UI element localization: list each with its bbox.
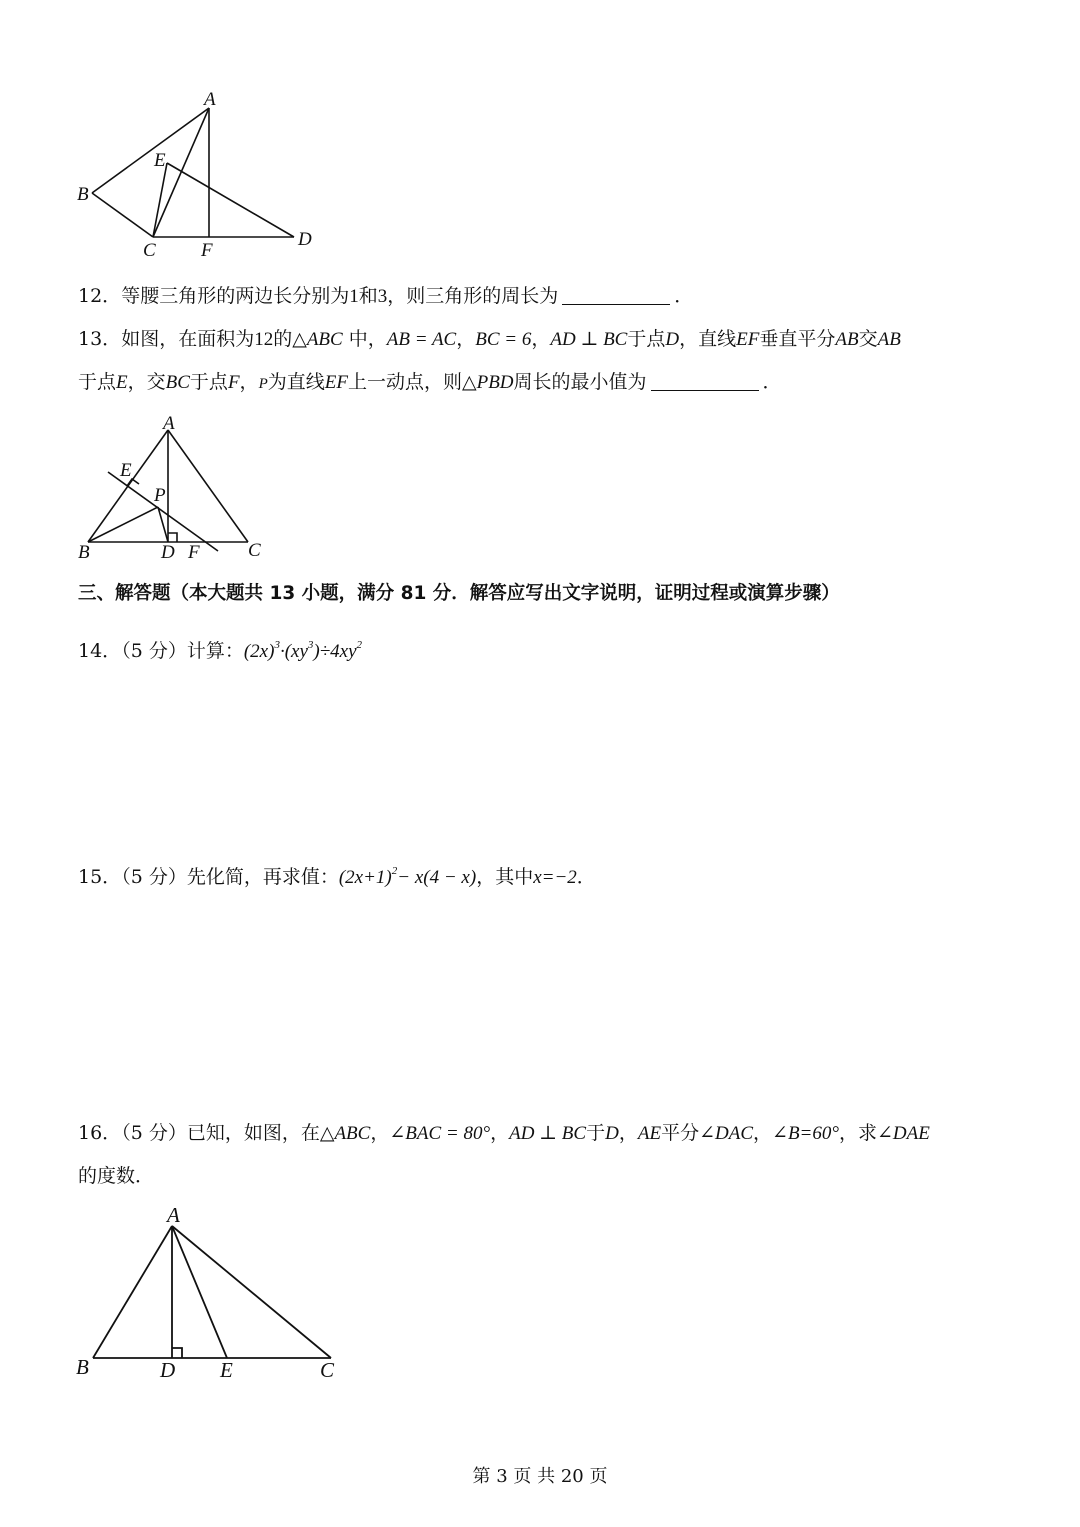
- segment-ac: [153, 108, 209, 237]
- question-number: 13．: [78, 328, 122, 350]
- figure-2: [70, 412, 280, 567]
- section-heading: 三、解答题（本大题共 13 小题，满分 81 分．解答应写出文字说明，证明过程或演算步骤）: [78, 583, 840, 604]
- q13-triangle-pbd: △PBD: [461, 372, 514, 393]
- q16-text: ，求: [838, 1122, 877, 1144]
- answer-blank[interactable]: [651, 372, 759, 391]
- question-16-line-2: 的度数．: [78, 1165, 155, 1187]
- q16-sep: ，: [370, 1122, 390, 1144]
- segment-bc: [92, 193, 153, 237]
- question-16-line-1: [78, 1119, 930, 1148]
- q13-text: 垂直平分: [759, 328, 836, 350]
- label-a: A: [167, 1203, 180, 1227]
- question-13-line-2: [78, 368, 782, 398]
- question-12: [78, 282, 693, 311]
- q13-sep: ，: [456, 328, 476, 350]
- question-prompt: 先化简，再求值：: [186, 866, 339, 888]
- label-e: E: [220, 1358, 233, 1382]
- q15-tail: ，其中: [476, 866, 534, 888]
- q13-point-f: F: [227, 372, 240, 393]
- q13-text: 于点: [78, 371, 117, 393]
- q16-sep: ，: [753, 1122, 773, 1144]
- label-c: C: [320, 1358, 335, 1382]
- q13-text: 周长的最小值为: [513, 371, 647, 393]
- label-f: F: [188, 542, 200, 563]
- segment-bp: [88, 507, 158, 542]
- q16-sep: ，: [618, 1122, 638, 1144]
- q13-text: 中，: [342, 328, 387, 350]
- q13-text: 的: [273, 328, 293, 350]
- q13-text: 于点: [189, 371, 228, 393]
- q16-angle-bac: ∠BAC = 80°: [389, 1123, 491, 1144]
- page-footer: 第 3 页 共 20 页: [472, 1466, 608, 1487]
- q14-expr-b2: ): [313, 641, 320, 662]
- q13-eq1: AB = AC: [386, 329, 457, 350]
- question-number: 14．: [78, 640, 122, 662]
- q15-exp-a: 2: [391, 865, 398, 877]
- q12-and: 和: [358, 285, 378, 307]
- question-score: （5 分）: [121, 640, 187, 662]
- q15-expression: [339, 867, 476, 888]
- label-c: C: [248, 540, 261, 561]
- q13-text: 于点: [627, 328, 666, 350]
- q13-sep: ，: [239, 371, 259, 393]
- q16-text: 于: [586, 1122, 606, 1144]
- q12-tail: ，则三角形的周长为: [387, 285, 559, 307]
- segment-ec: [153, 163, 167, 237]
- label-a: A: [204, 89, 216, 110]
- q13-eq2: BC = 6: [475, 329, 532, 350]
- figure-1: [70, 88, 330, 268]
- question-number: 16．: [78, 1122, 122, 1144]
- label-d: D: [161, 542, 175, 563]
- figure-3: [70, 1198, 360, 1388]
- q13-line-ef: EF: [736, 329, 760, 350]
- q16-angle-dac: ∠DAC: [699, 1123, 754, 1144]
- question-score: （5 分）: [121, 1122, 187, 1144]
- q13-text: 为直线: [267, 371, 325, 393]
- q13-line-ef: EF: [324, 372, 348, 393]
- q14-div: ÷4xy: [319, 641, 357, 662]
- q16-text: 平分: [661, 1122, 700, 1144]
- label-c: C: [143, 240, 156, 261]
- q15-end: ．: [576, 866, 596, 888]
- q13-sep: ，: [531, 328, 551, 350]
- segment-ab: [92, 108, 209, 193]
- q14-expr-a: (2x): [243, 641, 275, 662]
- line-ef: [108, 472, 218, 551]
- segment-ac: [172, 1226, 331, 1358]
- question-number: 15．: [78, 866, 122, 888]
- q13-segment-ab: AB: [835, 329, 859, 350]
- q14-dot: ·: [279, 641, 285, 662]
- q12-n1: 1: [349, 286, 359, 307]
- label-p: P: [154, 485, 166, 506]
- segment-ac: [168, 430, 248, 542]
- q13-triangle: △ABC: [292, 329, 343, 350]
- q14-expr-b: (xy: [284, 641, 308, 662]
- q15-expr-a: (2x+1): [338, 867, 392, 888]
- q12-n2: 3: [377, 286, 388, 307]
- segment-ed: [167, 163, 294, 237]
- q14-exp-c: 2: [356, 639, 363, 651]
- label-b: B: [76, 1355, 89, 1379]
- label-b: B: [78, 542, 90, 563]
- q13-end: ．: [762, 371, 782, 393]
- q16-point-d: D: [605, 1123, 619, 1144]
- q14-exp-b: 3: [307, 639, 314, 651]
- label-e: E: [154, 150, 166, 171]
- question-prompt: 计算：: [186, 640, 244, 662]
- q13-text: 交: [858, 328, 878, 350]
- label-e: E: [120, 460, 132, 481]
- question-number: 12．: [78, 285, 122, 307]
- q12-text: 等腰三角形的两边长分别为: [121, 285, 350, 307]
- q13-point-e: E: [116, 372, 128, 393]
- question-13-line-1: [78, 325, 901, 354]
- label-d: D: [160, 1358, 176, 1382]
- label-d: D: [298, 229, 312, 250]
- question-15: [78, 857, 596, 892]
- q16-perp: AD ⊥ BC: [509, 1123, 587, 1144]
- q13-segment-bc: BC: [165, 372, 190, 393]
- q13-area: 12: [254, 329, 274, 350]
- q13-point-p: P: [258, 376, 268, 392]
- q13-text: 如图，在面积为: [121, 328, 255, 350]
- q16-angle-dae: ∠DAE: [877, 1123, 930, 1144]
- question-prompt: 已知，如图，在: [186, 1122, 320, 1144]
- question-score: （5 分）: [121, 866, 187, 888]
- q14-exp-a: 3: [274, 639, 280, 651]
- q13-text: ，直线: [679, 328, 737, 350]
- q16-segment-ae: AE: [637, 1123, 662, 1144]
- q13-point-d: D: [665, 329, 680, 350]
- q16-sep: ，: [490, 1122, 510, 1144]
- q14-expression: [244, 641, 362, 662]
- question-14: [78, 631, 362, 666]
- q16-angle-b: ∠B=60°: [772, 1123, 839, 1144]
- q16-triangle: △ABC: [319, 1123, 371, 1144]
- q13-text: 上一动点，则: [347, 371, 462, 393]
- q13-eq3: AD ⊥ BC: [550, 329, 628, 350]
- label-a: A: [163, 413, 175, 434]
- q13-text: ，交: [127, 371, 166, 393]
- label-f: F: [201, 240, 213, 261]
- segment-ab: [93, 1226, 172, 1358]
- q12-end: ．: [674, 285, 694, 307]
- right-angle-mark-d: [168, 533, 177, 542]
- q15-expr-b: − x(4 − x): [397, 867, 477, 888]
- right-angle-mark: [172, 1348, 182, 1358]
- label-b: B: [77, 184, 89, 205]
- answer-blank[interactable]: [562, 286, 670, 305]
- segment-ae: [172, 1226, 227, 1358]
- q13-segment-ab: AB: [877, 329, 901, 350]
- q15-condition: x=−2: [533, 867, 577, 888]
